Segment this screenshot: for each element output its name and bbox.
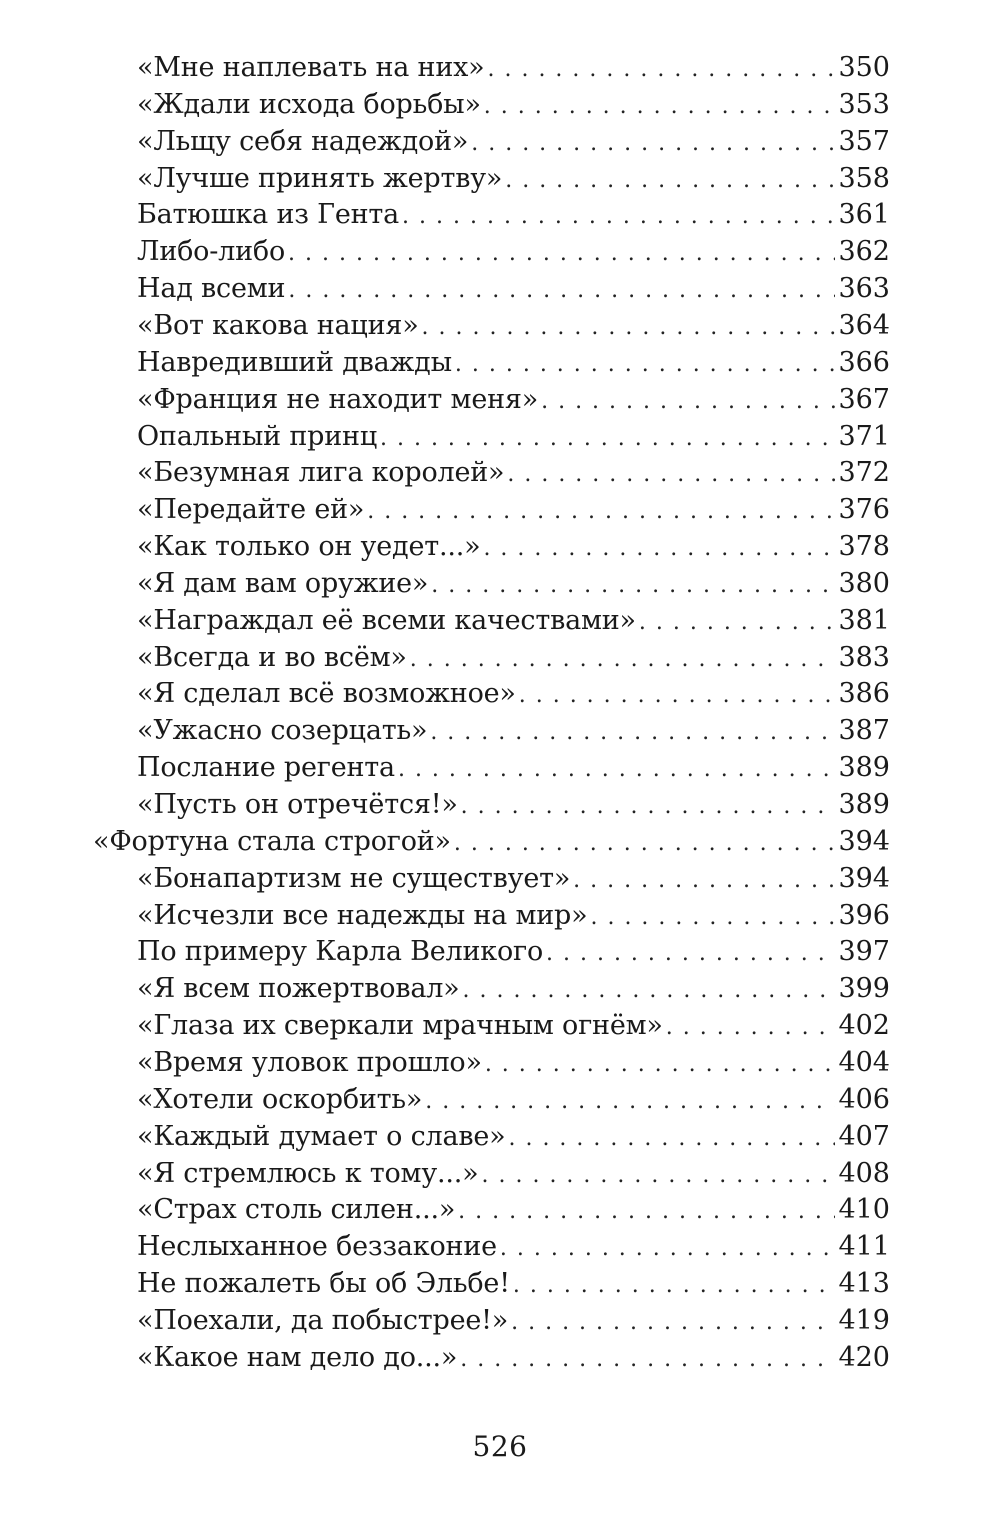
- toc-entry-page-number: 372: [838, 457, 890, 489]
- toc-entry: [137, 602, 890, 639]
- toc-entry-page-number: 381: [838, 604, 890, 636]
- toc-entry-page-number: 389: [838, 752, 890, 784]
- toc-entry: [137, 86, 890, 123]
- dot-leader: [666, 1009, 836, 1044]
- dot-leader: [639, 604, 836, 639]
- toc-entry-page-number: 420: [838, 1341, 890, 1373]
- toc-entry-page-number: 406: [838, 1083, 890, 1115]
- toc-entry-page-number: 363: [838, 273, 890, 305]
- toc-entry-title: Навредивший дважды: [137, 346, 452, 378]
- toc-entry-title: «Лучше принять жертву»: [137, 162, 503, 194]
- toc-entry-title: «Фортуна стала строгой»: [93, 825, 451, 857]
- toc-entry-title: «Бонапартизм не существует»: [137, 862, 571, 894]
- toc-entry-page-number: 397: [838, 936, 890, 968]
- dot-leader: [482, 1157, 836, 1192]
- toc-entry-title: «Исчезли все надежды на мир»: [137, 899, 588, 931]
- toc-entry-title: «Какое нам дело до...»: [137, 1341, 458, 1373]
- toc-entry-title: Неслыханное беззаконие: [137, 1231, 497, 1263]
- toc-entry-page-number: 386: [838, 678, 890, 710]
- toc-entry-title: Над всеми: [137, 273, 286, 305]
- toc-entry: [137, 1228, 890, 1265]
- toc-entry-page-number: 367: [838, 383, 890, 415]
- toc-entry: [137, 675, 890, 712]
- dot-leader: [455, 346, 836, 381]
- dot-leader: [541, 383, 835, 418]
- dot-leader: [507, 456, 835, 491]
- dot-leader: [380, 420, 835, 455]
- toc-entry-title: «Безумная лига королей»: [137, 457, 505, 489]
- toc-entry: [137, 528, 890, 565]
- dot-leader: [425, 1083, 835, 1118]
- dot-leader: [485, 1046, 836, 1081]
- toc-entry: [137, 196, 890, 233]
- dot-leader: [398, 751, 836, 786]
- dot-leader: [458, 1193, 835, 1228]
- toc-entry: [137, 1191, 890, 1228]
- toc-entry: [137, 1265, 890, 1302]
- dot-leader: [487, 51, 835, 86]
- dot-leader: [508, 1120, 835, 1155]
- toc-entry-title: «Вот какова нация»: [137, 309, 419, 341]
- toc-entry: [137, 160, 890, 197]
- dot-leader: [471, 125, 835, 160]
- toc-entry-title: «Я сделал всё возможное»: [137, 678, 516, 710]
- toc-entry-page-number: 357: [838, 125, 890, 157]
- dot-leader: [460, 1341, 835, 1376]
- toc-entry-page-number: 394: [838, 825, 890, 857]
- toc-entry-page-number: 413: [838, 1268, 890, 1300]
- toc-entry-page-number: 410: [838, 1194, 890, 1226]
- toc-entry-title: «Передайте ей»: [137, 494, 365, 526]
- dot-leader: [402, 198, 835, 233]
- toc-entry-title: «Всегда и во всём»: [137, 641, 407, 673]
- toc-entry-title: «Хотели оскорбить»: [137, 1083, 423, 1115]
- toc-entry-title: «Награждал её всеми качествами»: [137, 604, 636, 636]
- toc-entry: [137, 1302, 890, 1339]
- toc-entry: [137, 786, 890, 823]
- dot-leader: [431, 567, 835, 602]
- toc-entry-title: Послание регента: [137, 752, 395, 784]
- toc-entry-title: «Льщу себя надеждой»: [137, 125, 469, 157]
- toc-entry: [137, 381, 890, 418]
- toc-entry: [137, 970, 890, 1007]
- toc-entry-title: «Страх столь силен...»: [137, 1194, 456, 1226]
- toc-entry-title: «Время уловок прошло»: [137, 1046, 482, 1078]
- dot-leader: [500, 1230, 836, 1265]
- dot-leader: [511, 1304, 835, 1339]
- toc-entry-title: «Поехали, да побыстрее!»: [137, 1304, 509, 1336]
- toc-entry: [137, 860, 890, 897]
- toc-entry: [137, 344, 890, 381]
- dot-leader: [463, 972, 836, 1007]
- toc-entry: [137, 1044, 890, 1081]
- toc-entry: [137, 712, 890, 749]
- dot-leader: [483, 530, 835, 565]
- dot-leader: [430, 714, 835, 749]
- toc-entry: [137, 49, 890, 86]
- toc-entry-page-number: 399: [838, 973, 890, 1005]
- toc-entry-page-number: 371: [838, 420, 890, 452]
- dot-leader: [410, 641, 836, 676]
- toc-entry: [137, 1118, 890, 1155]
- toc-entry-title: «Как только он уедет...»: [137, 531, 481, 563]
- toc-entry: [137, 1339, 890, 1376]
- toc-entry: [137, 1081, 890, 1118]
- toc-entry: [137, 123, 890, 160]
- toc-entry-title: По примеру Карла Великого: [137, 936, 543, 968]
- toc-entry-title: «Ужасно созерцать»: [137, 715, 428, 747]
- toc-entry: [137, 270, 890, 307]
- toc-entry-page-number: 389: [838, 789, 890, 820]
- page-number: 526: [472, 1430, 528, 1463]
- toc-entry-title: «Каждый думает о славе»: [137, 1120, 506, 1152]
- toc-entry: [137, 1155, 890, 1192]
- dot-leader: [454, 825, 836, 860]
- toc-entry-page-number: 366: [838, 346, 890, 378]
- toc-entry-page-number: 394: [838, 862, 890, 894]
- toc-entry-title: «Мне наплевать на них»: [137, 52, 485, 83]
- toc-entry-page-number: 358: [838, 162, 890, 194]
- toc-entry-page-number: 353: [838, 88, 890, 120]
- toc-entry-page-number: 378: [838, 531, 890, 563]
- dot-leader: [288, 235, 835, 270]
- toc-entry-page-number: 387: [838, 715, 890, 747]
- toc-entry: [137, 897, 890, 934]
- toc-entry-title: Опальный принц: [137, 420, 377, 452]
- toc-entry-page-number: 402: [838, 1010, 890, 1042]
- dot-leader: [590, 899, 835, 934]
- toc-entry: [137, 1007, 890, 1044]
- toc-entry-title: «Я дам вам оружие»: [137, 567, 429, 599]
- toc-entry-title: «Глаза их сверкали мрачным огнём»: [137, 1010, 663, 1042]
- toc-entry-title: «Я всем пожертвовал»: [137, 973, 460, 1005]
- toc-entry: [137, 454, 890, 491]
- dot-leader: [461, 788, 836, 823]
- dot-leader: [367, 493, 835, 528]
- toc-entry-page-number: 408: [838, 1157, 890, 1189]
- toc-entry: [137, 233, 890, 270]
- dot-leader: [505, 162, 835, 197]
- toc-entry-page-number: 361: [838, 199, 890, 231]
- toc-entry-title: Либо-либо: [137, 236, 286, 268]
- toc-entry: [137, 639, 890, 676]
- toc-entry: [137, 418, 890, 455]
- toc-entry: [137, 491, 890, 528]
- dot-leader: [422, 309, 836, 344]
- dot-leader: [546, 935, 835, 970]
- toc-entry-page-number: 362: [838, 236, 890, 268]
- toc-entry-page-number: 411: [838, 1231, 890, 1263]
- toc-entry-page-number: 396: [838, 899, 890, 931]
- toc-entry-page-number: 404: [838, 1046, 890, 1078]
- toc-entry-page-number: 380: [838, 567, 890, 599]
- dot-leader: [519, 677, 836, 712]
- dot-leader: [573, 862, 835, 897]
- toc-entry-title: «Я стремлюсь к тому...»: [137, 1157, 479, 1189]
- toc-entry-page-number: 407: [838, 1120, 890, 1152]
- dot-leader: [513, 1267, 836, 1302]
- toc-entry-title: «Пусть он отречётся!»: [137, 789, 458, 820]
- toc-entry: [137, 565, 890, 602]
- toc-entry: [137, 307, 890, 344]
- toc-entry-title: «Ждали исхода борьбы»: [137, 88, 481, 120]
- toc-entry-title: «Франция не находит меня»: [137, 383, 539, 415]
- toc-section-entry: [93, 823, 890, 860]
- dot-leader: [484, 88, 836, 123]
- dot-leader: [288, 272, 835, 307]
- toc-entry-page-number: 350: [838, 52, 890, 83]
- toc-entry-page-number: 419: [838, 1304, 890, 1336]
- toc-entry-title: Не пожалеть бы об Эльбе!: [137, 1268, 510, 1300]
- toc-entry: [137, 749, 890, 786]
- toc-entry-page-number: 383: [838, 641, 890, 673]
- toc-entry-page-number: 376: [838, 494, 890, 526]
- toc-entry-page-number: 364: [838, 309, 890, 341]
- toc-entry: [137, 933, 890, 970]
- toc-entry-title: Батюшка из Гента: [137, 199, 400, 231]
